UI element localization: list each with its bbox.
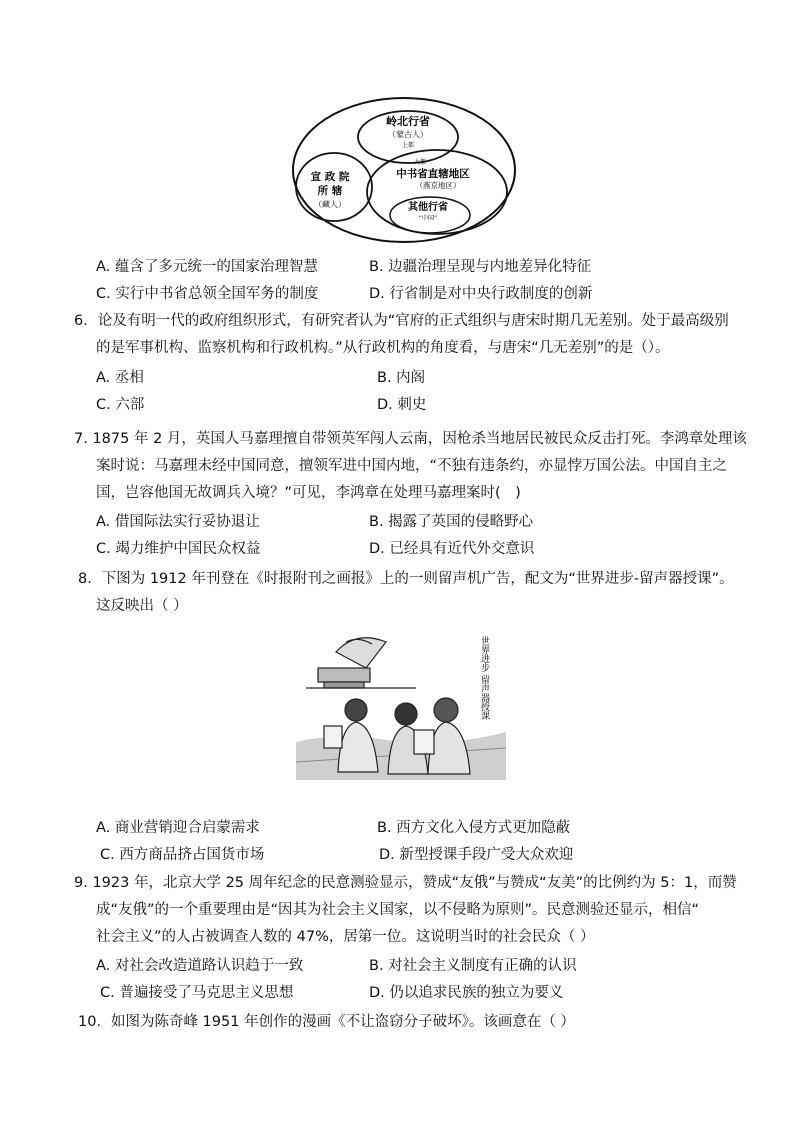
xuanzheng-sub: （藏人） (314, 200, 346, 209)
yuan-administration-diagram (290, 95, 518, 245)
q9-option-c[interactable] (100, 983, 293, 1003)
option-letter: A. (96, 958, 111, 974)
option-letter: D. (369, 541, 385, 557)
q8-stem-line2: 这反映出（ ） (96, 598, 188, 614)
option-text: 西方商品挤占国货市场 (119, 847, 265, 863)
option-text: 边疆治理呈现与内地差异化特征 (388, 259, 592, 275)
zhongshu-sub: （燕京地区） (415, 181, 461, 190)
q9-stem-line2: 成“友俄”的一个重要理由是“因其为社会主义国家，以不侵略为原则”。民意测验还显示，相信“ (96, 902, 700, 918)
question-text: 论及有明一代的政府组织形式，有研究者认为“官府的正式组织与唐宋时期几无差别。处于最高级别 (97, 313, 729, 329)
q5-option-a[interactable] (96, 257, 318, 277)
zhongshu-title: 中书省直辖地区 (396, 168, 470, 180)
q6-option-c[interactable] (96, 395, 144, 415)
option-letter: A. (96, 259, 111, 275)
option-letter: A. (96, 820, 111, 836)
option-letter: C. (100, 985, 115, 1001)
q7-option-c[interactable] (96, 539, 260, 559)
option-text: 对社会主义制度有正确的认识 (388, 958, 577, 974)
option-letter: D. (377, 397, 393, 413)
option-text: 揭露了英国的侵略野心 (388, 514, 534, 530)
option-letter: B. (369, 958, 384, 974)
q9-stem-line1: 9. 1923 年，北京大学 25 周年纪念的民意测验显示，赞成“友俄”与赞成“友美”的比例约为 5：1，而赞 (74, 875, 737, 891)
q5-option-b[interactable] (369, 257, 591, 277)
option-letter: D. (369, 985, 385, 1001)
q8-option-c[interactable] (100, 845, 264, 865)
q7-option-d[interactable] (369, 539, 534, 559)
option-text: 刺史 (397, 397, 427, 413)
q6-option-d[interactable] (377, 395, 426, 415)
q6-stem-line2: 的是军事机构、监察机构和行政机构。”从行政机构的角度看，与唐宋“几无差别”的是（）。 (96, 340, 670, 356)
option-text: 实行中书省总领全国军务的制度 (115, 286, 319, 302)
q9-stem-line3: 社会主义”的人占被调查人数的 47%，居第一位。这说明当时的社会民众（ ） (96, 929, 595, 945)
option-letter: B. (377, 820, 392, 836)
q9-option-b[interactable] (369, 956, 577, 976)
q6-stem-line1 (74, 311, 729, 331)
lingbei-note: 上都 (401, 142, 415, 149)
option-letter: D. (379, 847, 395, 863)
option-text: 丞相 (114, 370, 144, 386)
option-letter: B. (377, 370, 392, 386)
q8-option-b[interactable] (377, 818, 570, 838)
option-text: 普遍接受了马克思主义思想 (119, 985, 294, 1001)
option-text: 对社会改造道路认识趋于一致 (114, 958, 304, 974)
option-letter: C. (100, 847, 115, 863)
xuanzheng-title2: 所 辖 (317, 185, 343, 197)
option-text: 竭力维护中国民众权益 (115, 541, 261, 557)
option-letter: A. (96, 370, 111, 386)
question-number: 6． (74, 313, 98, 329)
qita-title: 其他行省 (408, 202, 448, 213)
q7-stem-line1: 7. 1875 年 2 月，英国人马嘉理擅自带领英军闯人云南，因枪杀当地居民被民众反击打死。李鸿章处理该 (74, 431, 747, 447)
option-letter: B. (369, 514, 384, 530)
lingbei-sub: （蒙古人） (388, 130, 428, 139)
option-text: 六部 (115, 397, 145, 413)
q8-option-d[interactable] (379, 845, 573, 865)
lingbei-title: 岭北行省 (386, 115, 430, 128)
option-letter: C. (96, 541, 111, 557)
zhongshu-note: 大都 (413, 159, 427, 166)
option-text: 已经具有近代外交意识 (389, 541, 535, 557)
option-letter: A. (96, 514, 111, 530)
q7-option-b[interactable] (369, 512, 533, 532)
q10-stem-line1: 10．如图为陈奇峰 1951 年创作的漫画《不让盗窃分子破坏》。该画意在（ ） (78, 1014, 575, 1030)
option-text: 内阁 (396, 370, 426, 386)
q5-option-d[interactable] (369, 284, 592, 304)
gramophone-ad-illustration (296, 622, 506, 780)
option-text: 蕴含了多元统一的国家治理智慧 (114, 259, 318, 275)
q7-stem-line3: 国，岂容他国无故调兵入境？”可见，李鸿章在处理马嘉理案时( ) (96, 485, 521, 501)
option-letter: B. (369, 259, 384, 275)
students-figures (324, 698, 470, 774)
q6-option-b[interactable] (377, 368, 425, 388)
q7-stem-line2: 案时说：马嘉理未经中国同意，擅领军进中国内地，“不独有违条约，亦显悖万国公法。中国自主之 (96, 458, 728, 474)
option-text: 新型授课手段广受大众欢迎 (399, 847, 574, 863)
option-text: 西方文化入侵方式更加隐蔽 (396, 820, 571, 836)
option-text: 借国际法实行妥协退让 (114, 514, 260, 530)
q7-option-a[interactable] (96, 512, 260, 532)
option-text: 行省制是对中央行政制度的创新 (389, 286, 593, 302)
q5-option-c[interactable] (96, 284, 318, 304)
option-letter: C. (96, 286, 111, 302)
q9-option-d[interactable] (369, 983, 563, 1003)
option-text: 仍以追求民族的独立为要义 (389, 985, 564, 1001)
q9-option-a[interactable] (96, 956, 303, 976)
q6-option-a[interactable] (96, 368, 144, 388)
option-text: 商业营销迎合启蒙需求 (114, 820, 260, 836)
xuanzheng-title1: 宣 政 院 (310, 171, 350, 183)
option-letter: D. (369, 286, 385, 302)
qita-sub: “中国” (418, 215, 438, 222)
option-letter: C. (96, 397, 111, 413)
q8-stem-line1: 8．下图为 1912 年刊登在《时报附刊之画报》上的一则留声机广告，配文为“世界进步-留声器授课”。 (78, 571, 734, 587)
q8-option-a[interactable] (96, 818, 260, 838)
ad-caption: 世界进步 留声器授课 (479, 636, 489, 720)
